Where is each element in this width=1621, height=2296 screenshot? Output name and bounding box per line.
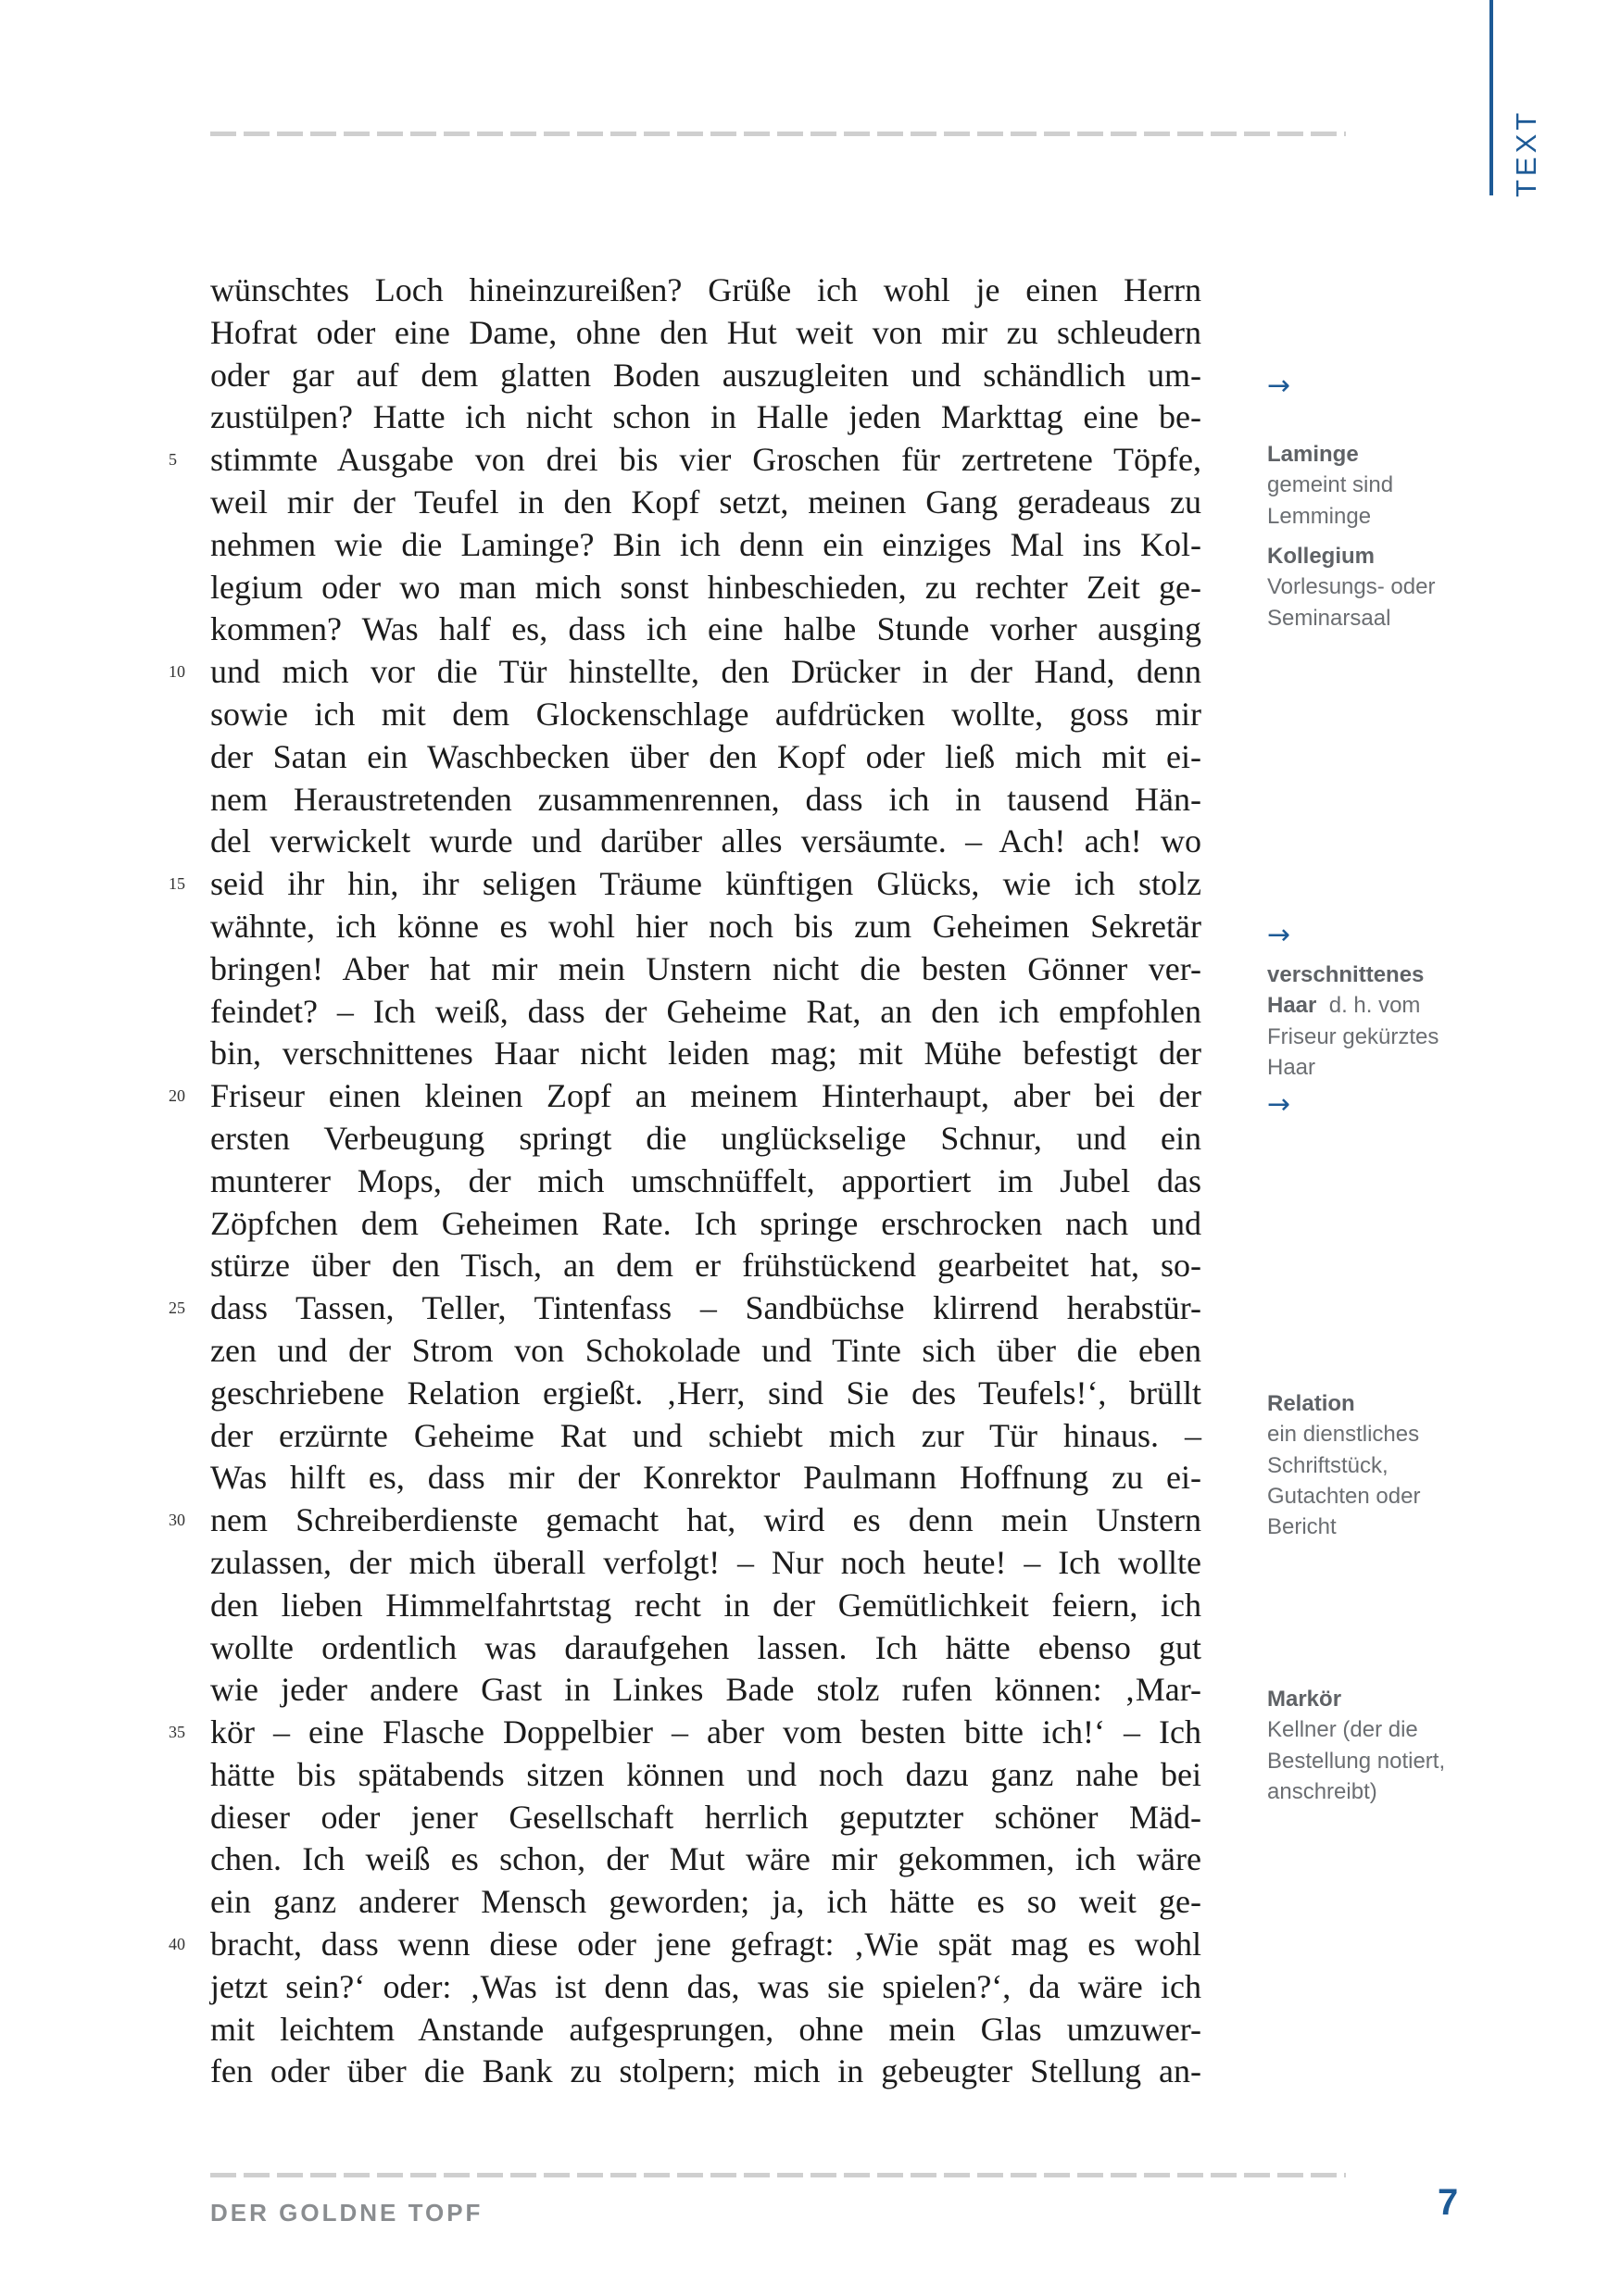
gloss-definition: d. h. vom bbox=[1328, 993, 1421, 1019]
text-line: dieser oder jener Gesellschaft herrlich geputzter schöner Mäd- bbox=[210, 1798, 1201, 1836]
gloss-definition: Bericht bbox=[1267, 1514, 1337, 1540]
text-line: weil mir der Teufel in den Kopf setzt, meinen Gang geradeaus zu bbox=[210, 483, 1201, 521]
text-line: nem Schreiberdienste gemacht hat, wird es denn mein Unstern 30 bbox=[210, 1499, 1201, 1542]
gloss-markoer bbox=[1267, 1684, 1445, 1807]
gloss-term: Haar bbox=[1267, 993, 1317, 1019]
text-line: fen oder über die Bank zu stolpern; mich in gebeugter Stellung an- bbox=[210, 2052, 1201, 2090]
gloss-definition: Lemminge bbox=[1267, 503, 1372, 529]
line-number: 10 bbox=[169, 662, 185, 682]
gloss-definition: Bestellung notiert, bbox=[1267, 1748, 1446, 1774]
page-number: 7 bbox=[1438, 2182, 1459, 2223]
gloss-definition: Vorlesungs- oder bbox=[1267, 574, 1436, 600]
text-line: jetzt sein?‘ oder: ‚Was ist denn das, was sie spielen?‘, da wäre ich bbox=[210, 1967, 1201, 2005]
gloss-kollegium bbox=[1267, 541, 1435, 634]
text-line: zen und der Strom von Schokolade und Tinte sich über die eben bbox=[210, 1331, 1201, 1369]
gloss-term: Kollegium bbox=[1267, 544, 1376, 569]
arrow-right-icon: → bbox=[1267, 919, 1291, 951]
line-number: 20 bbox=[169, 1086, 185, 1106]
text-line: zustülpen? Hatte ich nicht schon in Halle jeden Markttag eine be- bbox=[210, 398, 1201, 436]
text-line: Zöpfchen dem Geheimen Rate. Ich springe erschrocken nach und bbox=[210, 1204, 1201, 1242]
gloss-verschnittenes-haar bbox=[1267, 960, 1439, 1083]
gloss-laminge bbox=[1267, 439, 1393, 532]
text-line: ersten Verbeugung springt die unglückselige Schnur, und ein bbox=[210, 1119, 1201, 1157]
text-line: und mich vor die Tür hinstellte, den Drücker in der Hand, denn 10 bbox=[210, 651, 1201, 694]
gloss-definition: Haar bbox=[1267, 1054, 1316, 1080]
text-line: legium oder wo man mich sonst hinbeschieden, zu rechter Zeit ge- bbox=[210, 568, 1201, 606]
text-line: dass Tassen, Teller, Tintenfass – Sandbüchse klirrend herabstür- 25 bbox=[210, 1287, 1201, 1330]
text-line: kör – eine Flasche Doppelbier – aber vom besten bitte ich!‘ – Ich 35 bbox=[210, 1712, 1201, 1754]
gloss-term: Laminge bbox=[1267, 442, 1359, 467]
body-text bbox=[169, 270, 1201, 2093]
gloss-definition: Seminarsaal bbox=[1267, 605, 1391, 631]
text-line: Friseur einen kleinen Zopf an meinem Hinterhaupt, aber bei der 20 bbox=[210, 1075, 1201, 1118]
gloss-definition: anschreibt) bbox=[1267, 1778, 1377, 1804]
gloss-definition: ein dienstliches bbox=[1267, 1422, 1420, 1448]
text-line: der erzürnte Geheime Rat und schiebt mich zur Tür hinaus. – bbox=[210, 1416, 1201, 1454]
text-line: Was hilft es, dass mir der Konrektor Paulmann Hoffnung zu ei- bbox=[210, 1459, 1201, 1497]
text-line: oder gar auf dem glatten Boden auszugleiten und schändlich um- bbox=[210, 356, 1201, 394]
section-marker-line bbox=[1489, 0, 1493, 195]
text-line: kommen? Was half es, dass ich eine halbe Stunde vorher ausging bbox=[210, 610, 1201, 648]
gloss-definition: Friseur gekürztes bbox=[1267, 1023, 1439, 1049]
text-line: seid ihr hin, ihr seligen Träume künftigen Glücks, wie ich stolz 15 bbox=[210, 863, 1201, 906]
text-line: bringen! Aber hat mir mein Unstern nicht die besten Gönner ver- bbox=[210, 949, 1201, 987]
text-line: ein ganz anderer Mensch geworden; ja, ich hätte es so weit ge- bbox=[210, 1883, 1201, 1921]
text-line: wähnte, ich könne es wohl hier noch bis zum Geheimen Sekretär bbox=[210, 907, 1201, 945]
header-divider bbox=[210, 132, 1346, 136]
line-number: 15 bbox=[169, 874, 185, 894]
text-line: wollte ordentlich was daraufgehen lassen. Ich hätte ebenso gut bbox=[210, 1628, 1201, 1666]
gloss-definition: Kellner (der die bbox=[1267, 1717, 1418, 1743]
text-line: bin, verschnittenes Haar nicht leiden mag; mit Mühe befestigt der bbox=[210, 1035, 1201, 1073]
text-line: den lieben Himmelfahrtstag recht in der Gemütlichkeit feiern, ich bbox=[210, 1586, 1201, 1624]
text-line: wünschtes Loch hineinzureißen? Grüße ich wohl je einen Herrn bbox=[210, 271, 1201, 308]
text-line: munterer Mops, der mich umschnüffelt, apportiert im Jubel das bbox=[210, 1161, 1201, 1199]
line-number: 35 bbox=[169, 1723, 185, 1742]
text-line: geschriebene Relation ergießt. ‚Herr, sind Sie des Teufels!‘, brüllt bbox=[210, 1374, 1201, 1411]
arrow-right-icon: → bbox=[1267, 370, 1291, 402]
gloss-term: verschnittenes bbox=[1267, 962, 1425, 987]
text-line: mit leichtem Anstande aufgesprungen, ohne mein Glas umzuwer- bbox=[210, 2010, 1201, 2048]
text-line: nehmen wie die Laminge? Bin ich denn ein einziges Mal ins Kol- bbox=[210, 525, 1201, 563]
line-number: 30 bbox=[169, 1511, 185, 1530]
text-line: del verwickelt wurde und darüber alles versäumte. – Ach! ach! wo bbox=[210, 822, 1201, 860]
text-line: bracht, dass wenn diese oder jene gefragt: ‚Wie spät mag es wohl 40 bbox=[210, 1924, 1201, 1966]
text-line: hätte bis spätabends sitzen können und noch dazu ganz nahe bei bbox=[210, 1755, 1201, 1793]
text-line: stürze über den Tisch, an dem er frühstückend gearbeitet hat, so- bbox=[210, 1247, 1201, 1285]
text-line: zulassen, der mich überall verfolgt! – Nur noch heute! – Ich wollte bbox=[210, 1543, 1201, 1581]
text-line: sowie ich mit dem Glockenschlage aufdrücken wollte, goss mir bbox=[210, 695, 1201, 733]
line-number: 40 bbox=[169, 1935, 185, 1954]
section-tab-label: TEXT bbox=[1510, 108, 1542, 197]
arrow-right-icon: → bbox=[1267, 1088, 1291, 1121]
text-line: stimmte Ausgabe von drei bis vier Groschen für zertretene Töpfe, 5 bbox=[210, 439, 1201, 482]
text-line: der Satan ein Waschbecken über den Kopf oder ließ mich mit ei- bbox=[210, 737, 1201, 775]
gloss-relation bbox=[1267, 1388, 1420, 1542]
gloss-definition: gemeint sind bbox=[1267, 472, 1394, 498]
gloss-definition: Gutachten oder bbox=[1267, 1483, 1421, 1509]
footer-divider bbox=[210, 2173, 1346, 2177]
line-number: 5 bbox=[169, 450, 177, 470]
text-line: chen. Ich weiß es schon, der Mut wäre mir gekommen, ich wäre bbox=[210, 1840, 1201, 1878]
text-line: Hofrat oder eine Dame, ohne den Hut weit von mir zu schleudern bbox=[210, 313, 1201, 351]
book-title: DER GOLDNE TOPF bbox=[210, 2199, 484, 2227]
gloss-definition: Schriftstück, bbox=[1267, 1452, 1389, 1478]
gloss-term: Markör bbox=[1267, 1687, 1342, 1712]
line-number: 25 bbox=[169, 1299, 185, 1318]
gloss-term: Relation bbox=[1267, 1391, 1355, 1416]
text-line: nem Heraustretenden zusammenrennen, dass ich in tausend Hän- bbox=[210, 780, 1201, 818]
text-line: wie jeder andere Gast in Linkes Bade stolz rufen können: ‚Mar- bbox=[210, 1671, 1201, 1709]
text-line: feindet? – Ich weiß, dass der Geheime Rat, an den ich empfohlen bbox=[210, 992, 1201, 1030]
